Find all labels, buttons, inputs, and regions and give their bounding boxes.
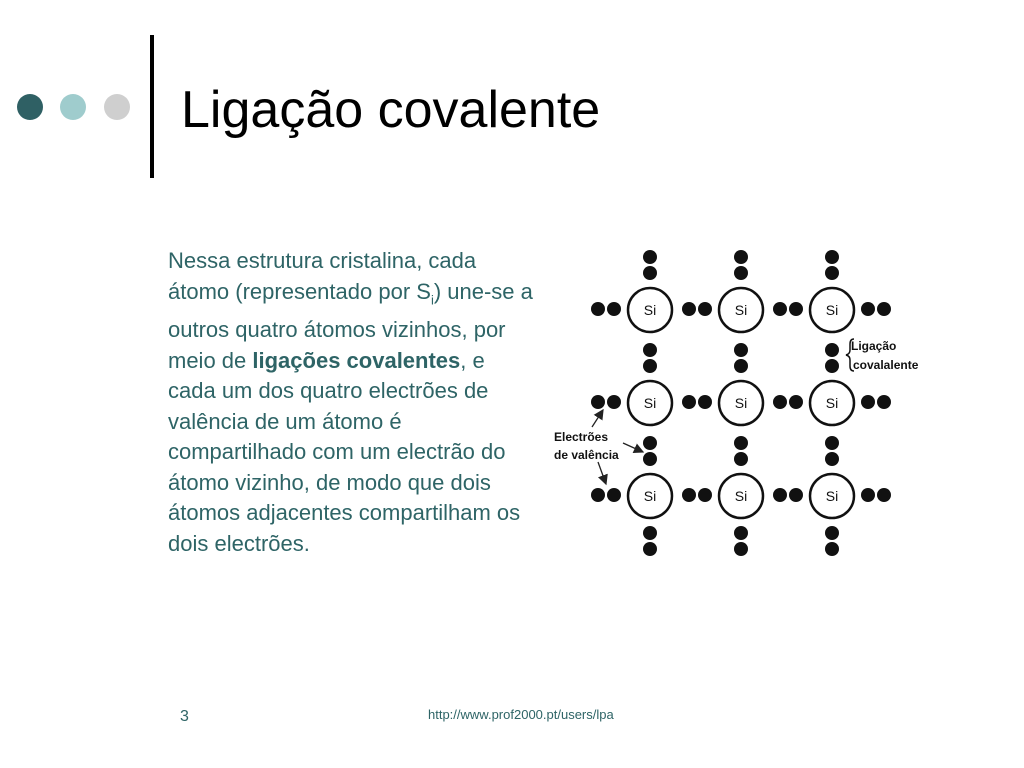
valence-label-line1: Electrões (554, 430, 609, 444)
valence-electron (861, 395, 875, 409)
valence-electron (825, 250, 839, 264)
valence-electron (789, 395, 803, 409)
decor-dot-grey (104, 94, 130, 120)
valence-electron (682, 488, 696, 502)
atom-label: Si (734, 395, 748, 411)
slide-number: 3 (180, 708, 189, 725)
atom-label: Si (643, 395, 657, 411)
paragraph-bold-term: ligações covalentes (252, 347, 461, 373)
valence-electron (643, 526, 657, 540)
valence-electron (734, 452, 748, 466)
valence-electron (591, 488, 605, 502)
valence-electron (734, 343, 748, 357)
paragraph-part1: Nessa estrutura cristalina, cada átomo (representado por S (168, 248, 477, 304)
atom-label: Si (734, 302, 748, 318)
valence-electron (643, 542, 657, 556)
valence-electron (607, 395, 621, 409)
paragraph-subscript: i (430, 291, 434, 307)
valence-electron (591, 302, 605, 316)
valence-electron (877, 302, 891, 316)
atom-label: Si (825, 302, 839, 318)
valence-electron (825, 436, 839, 450)
silicon-lattice-diagram (548, 240, 933, 565)
valence-label-line2: de valência (554, 448, 619, 462)
valence-electron (861, 302, 875, 316)
valence-electron (591, 395, 605, 409)
valence-electron (682, 395, 696, 409)
valence-electron (643, 452, 657, 466)
footer-url: http://www.prof2000.pt/users/lpa (428, 707, 614, 722)
slide-title: Ligação covalente (181, 81, 601, 139)
valence-electron (825, 266, 839, 280)
decor-dot-dark (17, 94, 43, 120)
valence-electron (861, 488, 875, 502)
valence-electron (734, 542, 748, 556)
valence-electron (773, 488, 787, 502)
bond-label-line1: Ligação (851, 339, 897, 353)
valence-electron (773, 302, 787, 316)
valence-electron (643, 250, 657, 264)
valence-electron (734, 266, 748, 280)
valence-arrow-up (592, 410, 603, 427)
valence-electron (789, 302, 803, 316)
valence-electron (825, 343, 839, 357)
atom-label: Si (825, 395, 839, 411)
valence-arrow-down (598, 462, 606, 484)
valence-electron (789, 488, 803, 502)
atom-label: Si (643, 302, 657, 318)
valence-electron (825, 542, 839, 556)
valence-electron (698, 395, 712, 409)
valence-arrow-right (623, 443, 643, 452)
atom-label: Si (734, 488, 748, 504)
valence-electron (825, 452, 839, 466)
valence-electron (825, 526, 839, 540)
valence-electron (734, 359, 748, 373)
lattice-group (591, 250, 891, 556)
valence-electron (698, 302, 712, 316)
valence-electron (825, 359, 839, 373)
paragraph-part3: , e cada um dos quatro electrões de valência de um átomo é compartilhado com um electrão do átomo vizinho, de modo que dois átomos adjacentes compartilham os dois electrões. (168, 347, 521, 556)
valence-electron (877, 488, 891, 502)
valence-electron (698, 488, 712, 502)
atom-label: Si (825, 488, 839, 504)
valence-electron (607, 302, 621, 316)
valence-electron (607, 488, 621, 502)
valence-electron (734, 250, 748, 264)
valence-electron (773, 395, 787, 409)
bond-label-line2: covalalente (853, 358, 919, 372)
title-divider (150, 35, 154, 178)
paragraph-part2: ) une-se a outros quatro átomos vizinhos, por meio de (168, 278, 533, 373)
valence-electron (682, 302, 696, 316)
decor-dot-light (60, 94, 86, 120)
valence-electron (643, 436, 657, 450)
valence-electron (734, 526, 748, 540)
body-paragraph (168, 246, 533, 559)
valence-electron (643, 343, 657, 357)
atom-label: Si (643, 488, 657, 504)
valence-electron (734, 436, 748, 450)
valence-electron (643, 266, 657, 280)
valence-electron (877, 395, 891, 409)
valence-electron (643, 359, 657, 373)
